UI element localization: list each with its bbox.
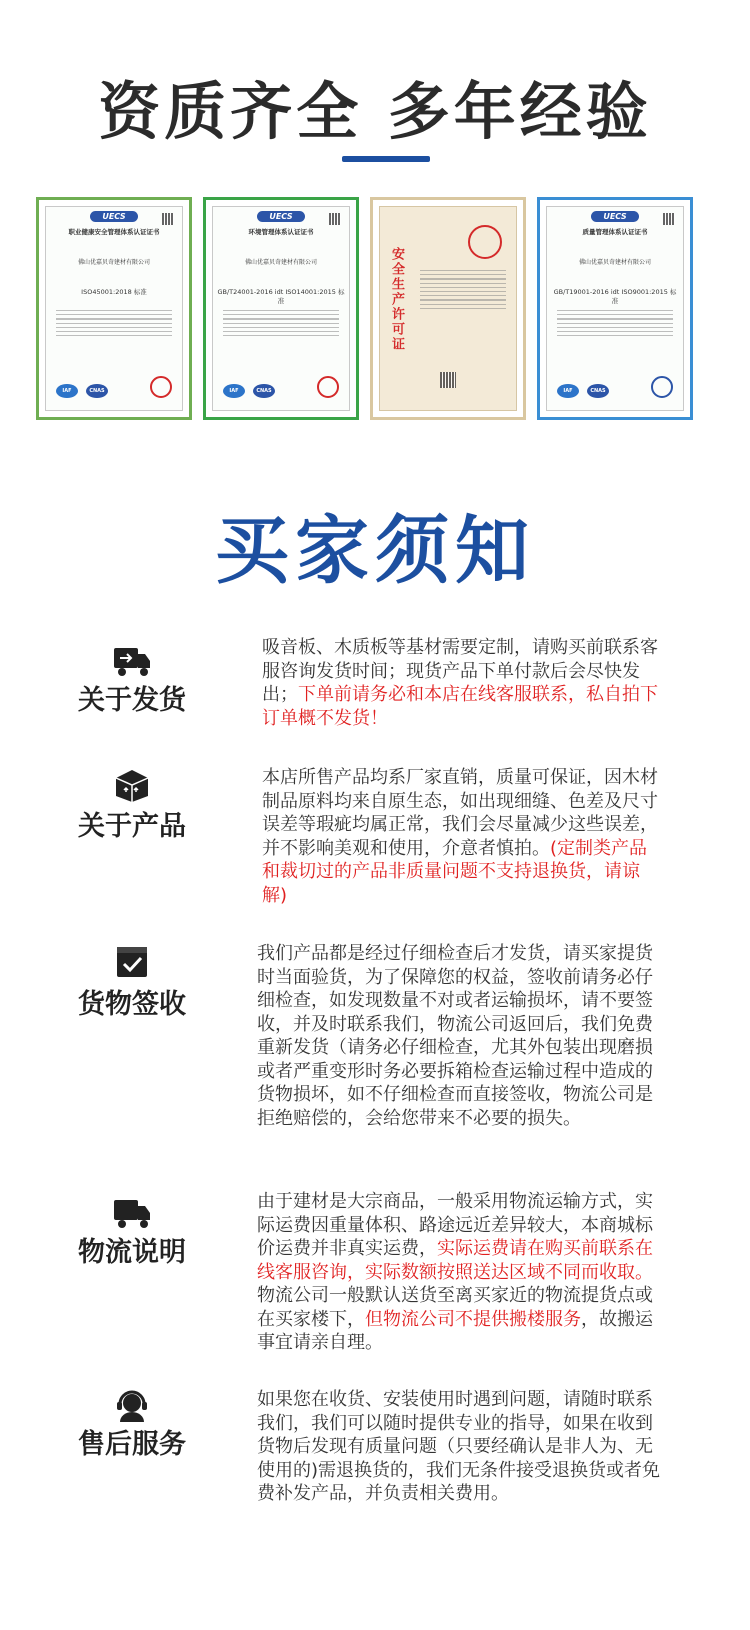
blue-stamp-icon — [651, 376, 673, 398]
certificate-text-lines — [56, 307, 172, 339]
iaf-seal: IAF — [223, 384, 245, 398]
iaf-seal: IAF — [557, 384, 579, 398]
notice-text: 吸音板、木质板等基材需要定制，请购买前联系客服咨询发货时间；现货产品下单付款后会尽快发出；下单前请务必和本店在线客服联系，私自拍下订单概不发货！ — [262, 637, 658, 729]
notice-highlight: 实际运费请在购买前联系在线客服咨询，实际数额按照送达区域不同而收取。 — [257, 1238, 653, 1283]
notice-heading: 关于发货 — [78, 685, 186, 716]
certificate-standard: GB/T24001-2016 idt ISO14001:2015 标准 — [217, 288, 345, 305]
cnas-seal: CNAS — [587, 384, 609, 398]
uecs-logo: UECS — [257, 211, 305, 222]
certificate-seals — [557, 378, 673, 398]
qr-code-icon — [440, 372, 456, 388]
qualification-title: 资质齐全 多年经验 — [98, 75, 652, 148]
iaf-seal: IAF — [56, 384, 78, 398]
delivery-truck-icon — [112, 644, 152, 680]
qr-code-icon — [162, 213, 174, 225]
qr-code-icon — [663, 213, 675, 225]
notice-highlight: 但物流公司不提供搬楼服务 — [365, 1308, 581, 1330]
cnas-seal: CNAS — [253, 384, 275, 398]
certificate-standard: ISO45001:2018 标准 — [81, 288, 147, 296]
qr-code-icon — [329, 213, 341, 225]
notice-heading: 售后服务 — [78, 1429, 186, 1460]
certificate-standard: GB/T19001-2016 idt ISO9001:2015 标准 — [553, 288, 677, 305]
notice-heading: 物流说明 — [78, 1237, 186, 1268]
certificate-seals — [223, 378, 339, 398]
certificate-title: 安全生产许可证 — [389, 247, 404, 352]
red-stamp-icon — [317, 376, 339, 398]
customer-service-icon — [112, 1388, 152, 1424]
notice-highlight: (定制类产品和裁切过的产品非质量问题不支持退换货，请谅解) — [262, 837, 648, 906]
national-emblem-icon — [468, 225, 502, 259]
title-underline — [342, 156, 430, 162]
red-stamp-icon — [150, 376, 172, 398]
certificate-environment — [203, 197, 359, 420]
certificate-quality — [537, 197, 693, 420]
certificate-title: 职业健康安全管理体系认证证书 — [68, 228, 160, 236]
certificate-title: 质量管理体系认证证书 — [582, 228, 648, 236]
certificate-company: 佛山优嘉贝奇建材有限公司 — [77, 259, 150, 266]
certificate-text-lines — [223, 307, 339, 339]
certificate-safety-production — [370, 197, 526, 420]
uecs-logo: UECS — [591, 211, 639, 222]
product-box-icon — [112, 768, 152, 804]
certificate-company: 佛山优嘉贝奇建材有限公司 — [578, 259, 651, 266]
certificate-text-lines — [557, 307, 673, 339]
certificate-company: 佛山优嘉贝奇建材有限公司 — [244, 259, 317, 266]
certificate-title: 环境管理体系认证证书 — [248, 228, 314, 236]
notice-highlight: 下单前请务必和本店在线客服联系，私自拍下订单概不发货！ — [262, 684, 658, 729]
notice-text: 由于建材是大宗商品，一般采用物流运输方式，实际运费因重量体积、路途远近差异较大，本商城标价运费并非真实运费，实际运费请在购买前联系在线客服咨询，实际数额按照送达区域不同而收取。物流公司一般默认送货至离买家近的物流提货点或在买家楼下，但物流公司不提供搬楼服务，故搬运事宜请亲自理。 — [257, 1191, 653, 1353]
notice-text: 本店所售产品均系厂家直销，质量可保证，因木材制品原料均来自原生态，如出现细缝、色差及尺寸误差等瑕疵均属正常，我们会尽量减少这些误差，并不影响美观和使用，介意者慎拍。(定制类产品和裁切过的产品非质量问题不支持退换货，请谅解) — [262, 767, 658, 906]
uecs-logo: UECS — [90, 211, 138, 222]
notice-text: 我们产品都是经过仔细检查后才发货，请买家提货时当面验货，为了保障您的权益，签收前请务必仔细检查，如发现数量不对或者运输损坏，请不要签收，并及时联系我们，物流公司返回后，我们免费重新发货（请务必仔细检查，尤其外包装出现磨损或者严重变形时务必要拆箱检查运输过程中造成的货物损坏，如不仔细检查而直接签收，物流公司是拒绝赔偿的，会给您带来不必要的损失。 — [257, 943, 653, 1129]
logistics-truck-icon — [112, 1196, 152, 1232]
buyer-notice-title: 买家须知 — [215, 508, 535, 594]
certificate-ohs — [36, 197, 192, 420]
sign-check-icon — [112, 944, 152, 980]
notice-heading: 货物签收 — [78, 989, 186, 1020]
certificate-seals — [56, 378, 172, 398]
cnas-seal: CNAS — [86, 384, 108, 398]
certificate-text-lines — [420, 267, 506, 312]
notice-text: 如果您在收货、安装使用时遇到问题，请随时联系我们，我们可以随时提供专业的指导，如果在收到货物后发现有质量问题（只要经确认是非人为、无使用的)需退换货的，我们无条件接受退换货或者免费补发产品，并负责相关费用。 — [257, 1389, 661, 1504]
notice-heading: 关于产品 — [78, 811, 186, 842]
